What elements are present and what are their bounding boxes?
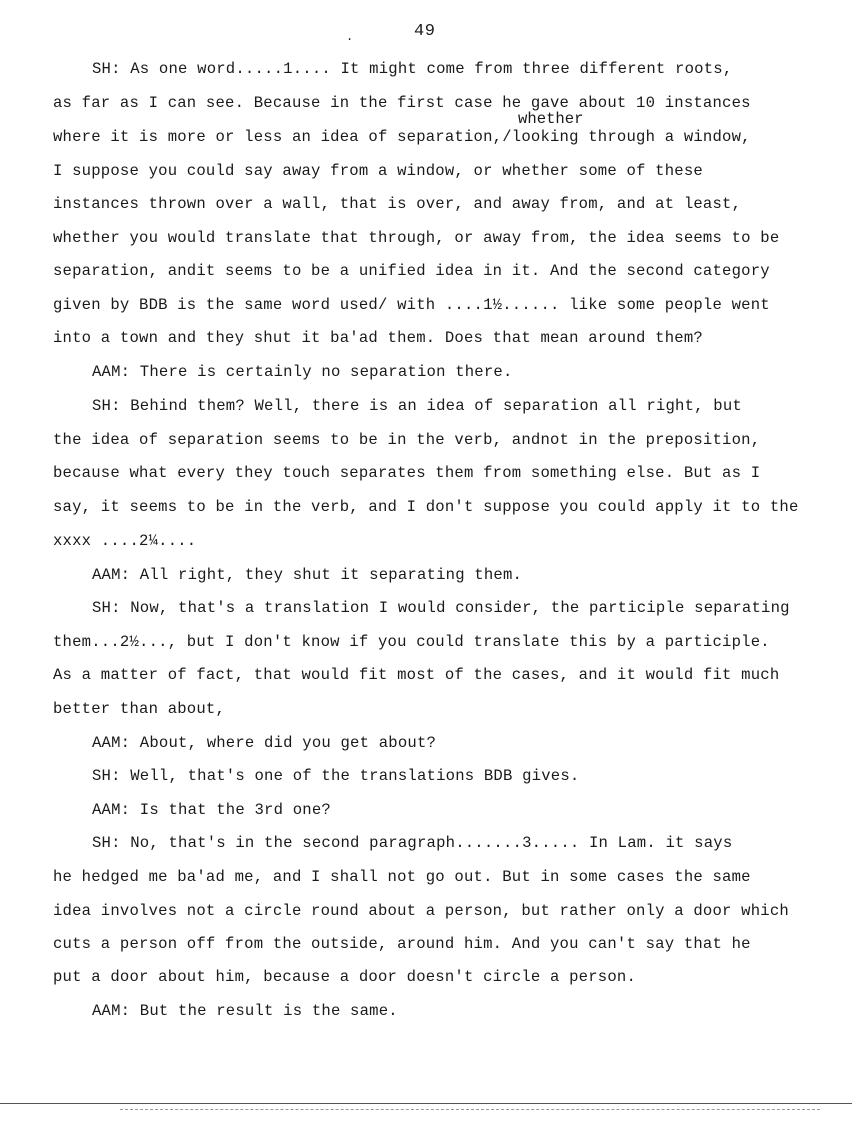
- bottom-rule: [0, 1103, 852, 1104]
- text-line: xxxx ....2¼....: [53, 532, 197, 550]
- text-line: AAM: There is certainly no separation there.: [92, 363, 513, 381]
- text-line: SH: Now, that's a translation I would consider, the participle separating: [92, 599, 790, 617]
- page-number: 49: [414, 22, 436, 41]
- text-line: them...2½..., but I don't know if you could translate this by a participle.: [53, 633, 770, 651]
- text-line: SH: Behind them? Well, there is an idea of separation all right, but: [92, 397, 742, 415]
- text-line: say, it seems to be in the verb, and I don't suppose you could apply it to the: [53, 498, 799, 516]
- text-line: SH: No, that's in the second paragraph.......3..... In Lam. it says: [92, 834, 733, 852]
- text-line: instances thrown over a wall, that is over, and away from, and at least,: [53, 195, 742, 213]
- text-line: idea involves not a circle round about a person, but rather only a door which: [53, 902, 789, 920]
- text-line: put a door about him, because a door doesn't circle a person.: [53, 968, 637, 986]
- text-line: he hedged me ba'ad me, and I shall not go out. But in some cases the same: [53, 868, 751, 886]
- interlinear-insertion: whether: [518, 110, 584, 128]
- text-line: AAM: Is that the 3rd one?: [92, 801, 331, 819]
- text-line: AAM: But the result is the same.: [92, 1002, 398, 1020]
- text-line: separation, andit seems to be a unified idea in it. And the second category: [53, 262, 770, 280]
- text-line: I suppose you could say away from a window, or whether some of these: [53, 162, 703, 180]
- text-line: As a matter of fact, that would fit most of the cases, and it would fit much: [53, 666, 780, 684]
- text-line: because what every they touch separates them from something else. But as I: [53, 464, 761, 482]
- text-line: given by BDB is the same word used/ with ....1½...... like some people went: [53, 296, 770, 314]
- text-line: better than about,: [53, 700, 226, 718]
- text-line: SH: As one word.....1.... It might come from three different roots,: [92, 60, 733, 78]
- text-line: as far as I can see. Because in the first case he gave about 10 instances: [53, 94, 751, 112]
- text-line: the idea of separation seems to be in the verb, andnot in the preposition,: [53, 431, 761, 449]
- text-line: AAM: All right, they shut it separating them.: [92, 566, 523, 584]
- text-line: cuts a person off from the outside, around him. And you can't say that he: [53, 935, 751, 953]
- text-line: AAM: About, where did you get about?: [92, 734, 437, 752]
- text-line: SH: Well, that's one of the translations BDB gives.: [92, 767, 580, 785]
- text-line: where it is more or less an idea of separation,/looking through a window,: [53, 128, 751, 146]
- text-line: into a town and they shut it ba'ad them. Does that mean around them?: [53, 329, 703, 347]
- text-line: whether you would translate that through, or away from, the idea seems to be: [53, 229, 780, 247]
- bottom-rule-dashed: [120, 1109, 820, 1110]
- page-dot: .: [346, 30, 354, 44]
